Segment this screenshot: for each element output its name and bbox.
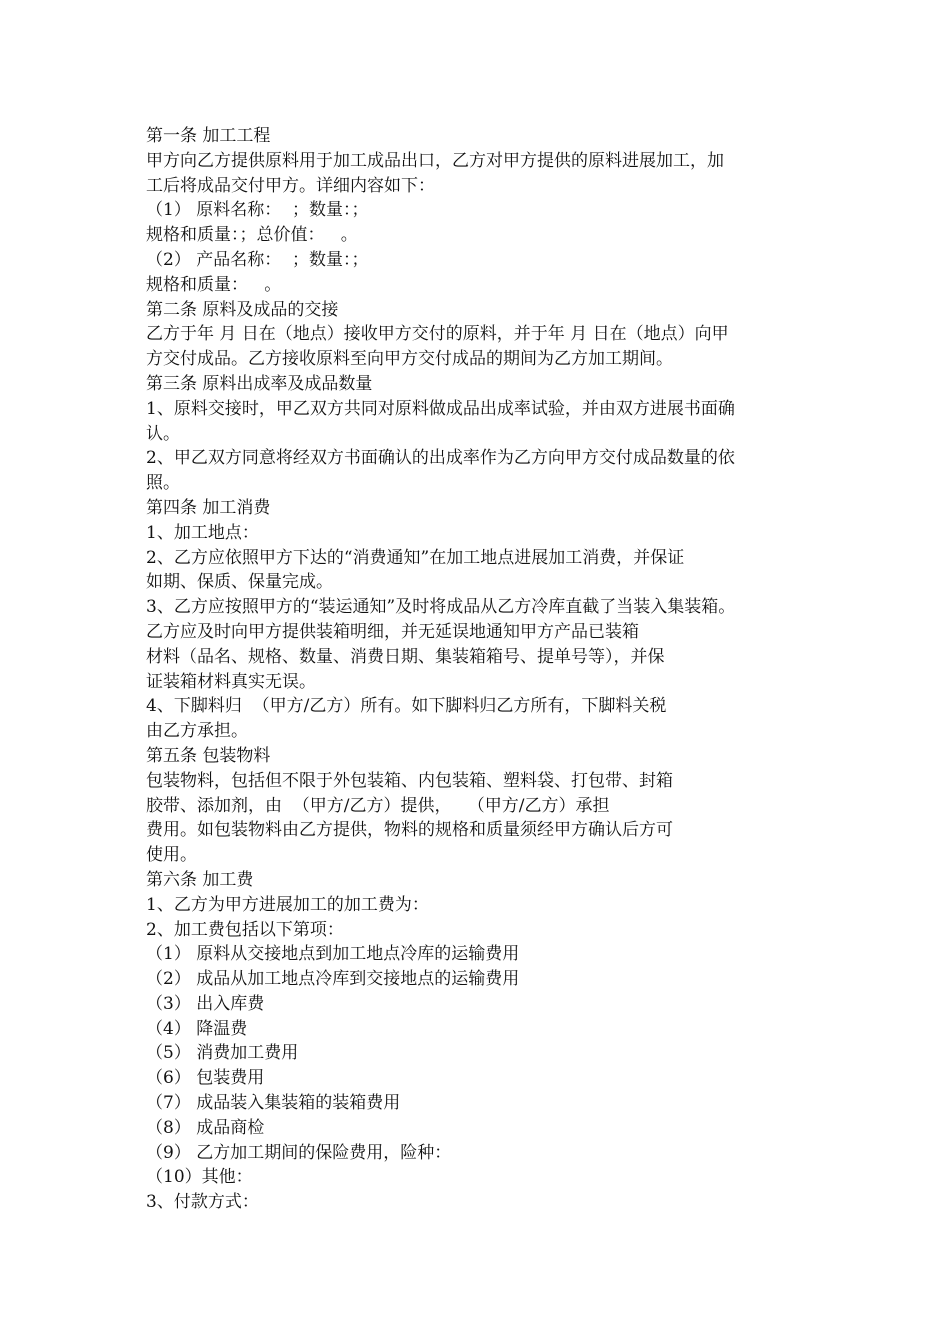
paragraph-line: 费用。如包装物料由乙方提供，物料的规格和质量须经甲方确认后方可 [146, 820, 673, 841]
list-item: （10）其他： [146, 1167, 253, 1188]
paragraph-line: 由乙方承担。 [146, 721, 248, 742]
article-3-heading: 第三条 原料出成率及成品数量 [146, 373, 373, 394]
paragraph-line: 材料（品名、规格、数量、消费日期、集装箱箱号、提单号等），并保 [146, 646, 665, 667]
list-item: （5） 消费加工费用 [146, 1043, 299, 1064]
document-body [146, 124, 816, 1215]
article-1-heading: 第一条 加工工程 [146, 126, 271, 146]
paragraph-line: 乙方于年 月 日在（地点）接收甲方交付的原料，并于年 月 日在（地点）向甲 [146, 324, 729, 345]
paragraph-line: 1、乙方为甲方进展加工的加工费为： [146, 894, 429, 915]
paragraph-line: （1） 原料名称： ；数量：； [146, 200, 369, 221]
list-item: （8） 成品商检 [146, 1117, 265, 1138]
paragraph-line: 使用。 [146, 845, 197, 866]
paragraph-line: 2、加工费包括以下第项： [146, 919, 344, 940]
list-item: （2） 成品从加工地点冷库到交接地点的运输费用 [146, 969, 520, 990]
article-2-heading: 第二条 原料及成品的交接 [146, 299, 339, 320]
article-4-heading: 第四条 加工消费 [146, 497, 271, 518]
article-5-heading: 第五条 包装物料 [146, 745, 271, 766]
paragraph-line: （2） 产品名称： ；数量：； [146, 249, 369, 270]
paragraph-line: 认。 [146, 423, 180, 444]
list-item: （7） 成品装入集装箱的装箱费用 [146, 1093, 401, 1114]
paragraph-line: 3、乙方应按照甲方的“装运通知”及时将成品从乙方冷库直截了当装入集装箱。 [146, 597, 736, 618]
paragraph-line: 4、下脚料归 （甲方/乙方）所有。如下脚料归乙方所有，下脚料关税 [146, 696, 667, 717]
paragraph-line: 1、加工地点： [146, 522, 259, 543]
paragraph-line: 工后将成品交付甲方。详细内容如下： [146, 175, 435, 196]
paragraph-line: 方交付成品。乙方接收原料至向甲方交付成品的期间为乙方加工期间。 [146, 349, 673, 370]
paragraph-line: 证装箱材料真实无误。 [146, 671, 316, 692]
paragraph-line: 甲方向乙方提供原料用于加工成品出口，乙方对甲方提供的原料进展加工，加 [146, 150, 724, 171]
list-item: （9） 乙方加工期间的保险费用，险种： [146, 1142, 452, 1163]
paragraph-line: 2、乙方应依照甲方下达的“消费通知”在加工地点进展加工消费，并保证 [146, 547, 685, 568]
list-item: （3） 出入库费 [146, 993, 265, 1014]
paragraph-line: 如期、保质、保量完成。 [146, 572, 333, 593]
paragraph-line: 乙方应及时向甲方提供装箱明细，并无延误地通知甲方产品已装箱 [146, 621, 639, 642]
paragraph-line: 2、甲乙双方同意将经双方书面确认的出成率作为乙方向甲方交付成品数量的依 [146, 448, 735, 469]
paragraph-line: 照。 [146, 473, 180, 494]
paragraph-line: 胶带、添加剂，由 （甲方/乙方）提供， （甲方/乙方）承担 [146, 795, 610, 816]
article-6-heading: 第六条 加工费 [146, 869, 254, 890]
paragraph-line: 包装物料，包括但不限于外包装箱、内包装箱、塑料袋、打包带、封箱 [146, 770, 673, 791]
paragraph-line: 3、付款方式： [146, 1192, 259, 1213]
list-item: （6） 包装费用 [146, 1068, 265, 1089]
paragraph-line: 规格和质量： 。 [146, 274, 282, 295]
list-item: （4） 降温费 [146, 1018, 248, 1039]
paragraph-line: 规格和质量：；总价值： 。 [146, 225, 358, 246]
list-item: （1） 原料从交接地点到加工地点冷库的运输费用 [146, 944, 520, 965]
paragraph-line: 1、原料交接时，甲乙双方共同对原料做成品出成率试验，并由双方进展书面确 [146, 398, 735, 419]
